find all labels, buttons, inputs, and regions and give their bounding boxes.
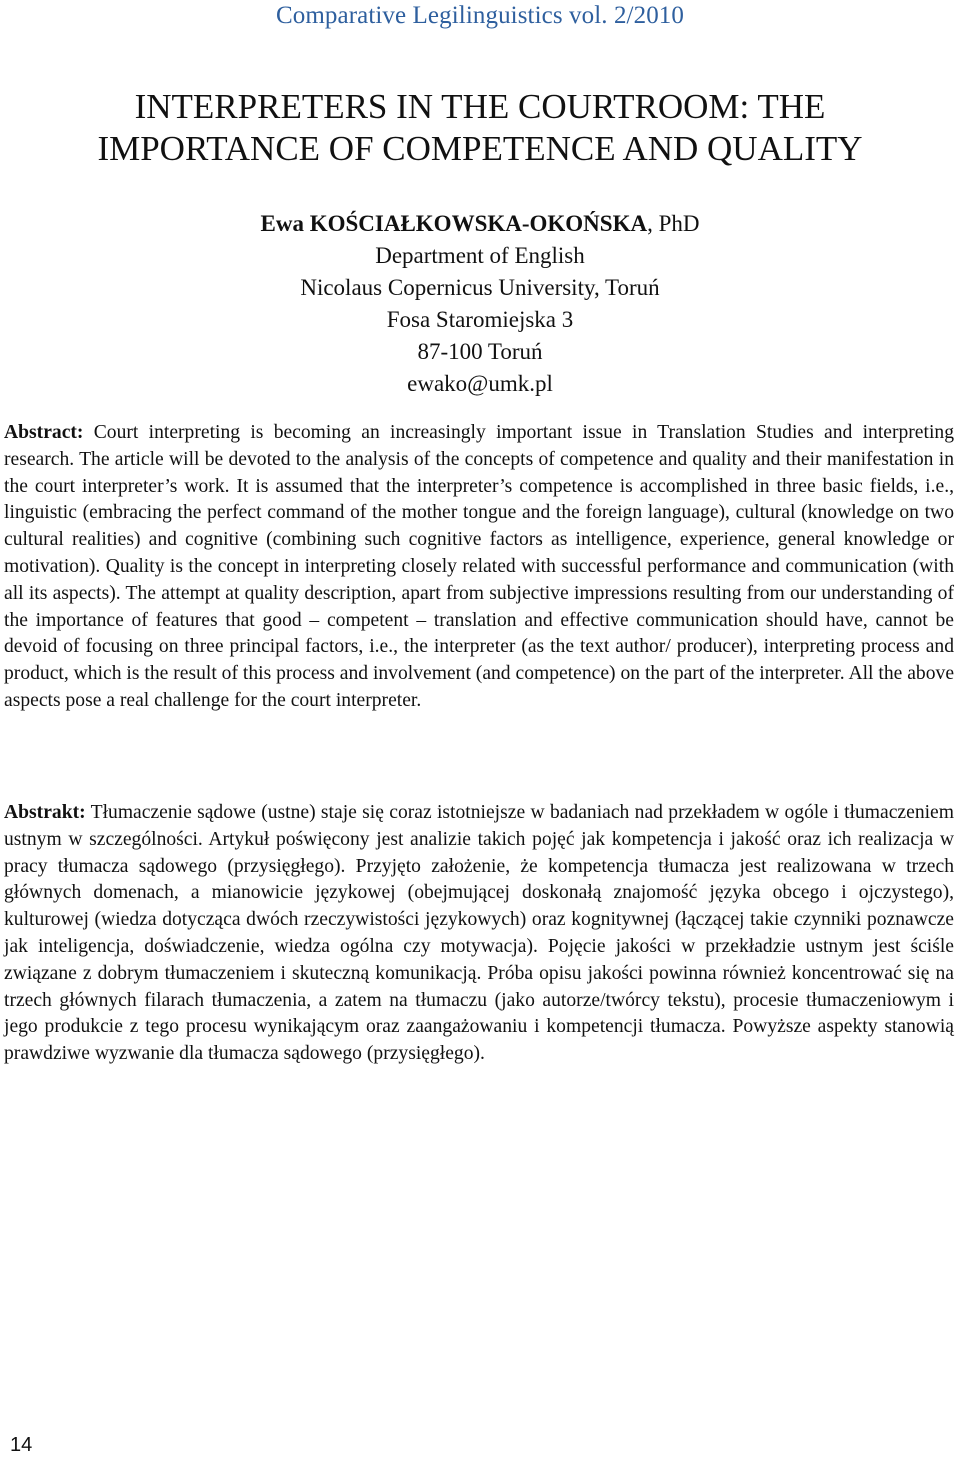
running-head: Comparative Legilinguistics vol. 2/2010 [275,2,684,29]
page-number: 14 [10,1434,33,1456]
author-degree: , PhD [647,211,700,236]
abstrakt-label: Abstrakt: [4,802,86,823]
title-line-1: INTERPRETERS IN THE COURTROOM: THE [134,87,826,126]
author-name: Ewa KOŚCIAŁKOWSKA-OKOŃSKA [260,211,648,236]
author-email: ewako@umk.pl [407,371,553,396]
article-title [20,86,940,170]
author-line [0,208,960,240]
abstract-english [4,420,954,715]
abstrakt-text: Tłumaczenie sądowe (ustne) staje się coraz istotniejsze w badaniach nad przekładem w ogóle i tłumaczeniem ustnym w szczególności. Artykuł poświęcony jest analizie takich pojęć jak kompetencja i jakość oraz ich realizacja w pracy tłumacza sądowego (przysięgłego). Przyjęto założenie, że kompetencja tłumacza jest realizowana w trzech głównych domenach, a mianowicie językowej (obejmującej doskonałą znajomość języka obcego i ojczystego), kulturowej (wiedza dotycząca dwóch rzeczywistości językowych) oraz kognitywnej (łączącej takie czynniki poznawcze jak inteligencja, doświadczenie, wiedza ogólna czy motywacja). Pojęcie jakości w przekładzie ustnym jest ściśle związane z dobrym tłumaczeniem i skuteczną komunikacją. Próba opisu jakości powinna również koncentrować się na trzech głównych filarach tłumaczenia, a zatem na tłumaczu (jako autorze/twórcy tekstu), procesie tłumaczeniowym i jego produkcie z tego procesu wynikającym oraz zaangażowaniu i kompetencji tłumacza. Powyższe aspekty stanowią prawdziwe wyzwanie dla tłumacza sądowego (przysięgłego). [4,802,954,1065]
abstract-text: Court interpreting is becoming an increasingly important issue in Translation Studies and interpreting research. The article will be devoted to the analysis of the concepts of competence and quality and their manifestation in the court interpreter’s work. It is assumed that the interpreter’s competence is accomplished in three basic fields, i.e., linguistic (embracing the perfect command of the mother tongue and the foreign language), cultural (knowledge on two cultural realities) and cognitive (combining such cognitive factors as intelligence, experience, general knowledge or motivation). Quality is the concept in interpreting closely related with successful performance and communication (with all its aspects). The attempt at quality description, apart from subjective impressions resulting from our understanding of the importance of features that good – competent – translation and effective communication should have, cannot be devoid of focusing on three principal factors, i.e., the interpreter (as the text author/ producer), interpreting process and product, which is the result of this process and involvement (and competence) on the part of the interpreter. All the above aspects pose a real challenge for the court interpreter. [4,422,955,711]
author-department: Department of English [375,243,585,268]
title-line-2: IMPORTANCE OF COMPETENCE AND QUALITY [97,129,863,168]
author-university: Nicolaus Copernicus University, Toruń [300,275,660,300]
author-block [0,208,960,400]
author-street: Fosa Staromiejska 3 [386,307,574,332]
abstract-polish [4,800,954,1068]
abstract-label: Abstract: [4,422,84,443]
author-postal-city: 87-100 Toruń [417,339,543,364]
